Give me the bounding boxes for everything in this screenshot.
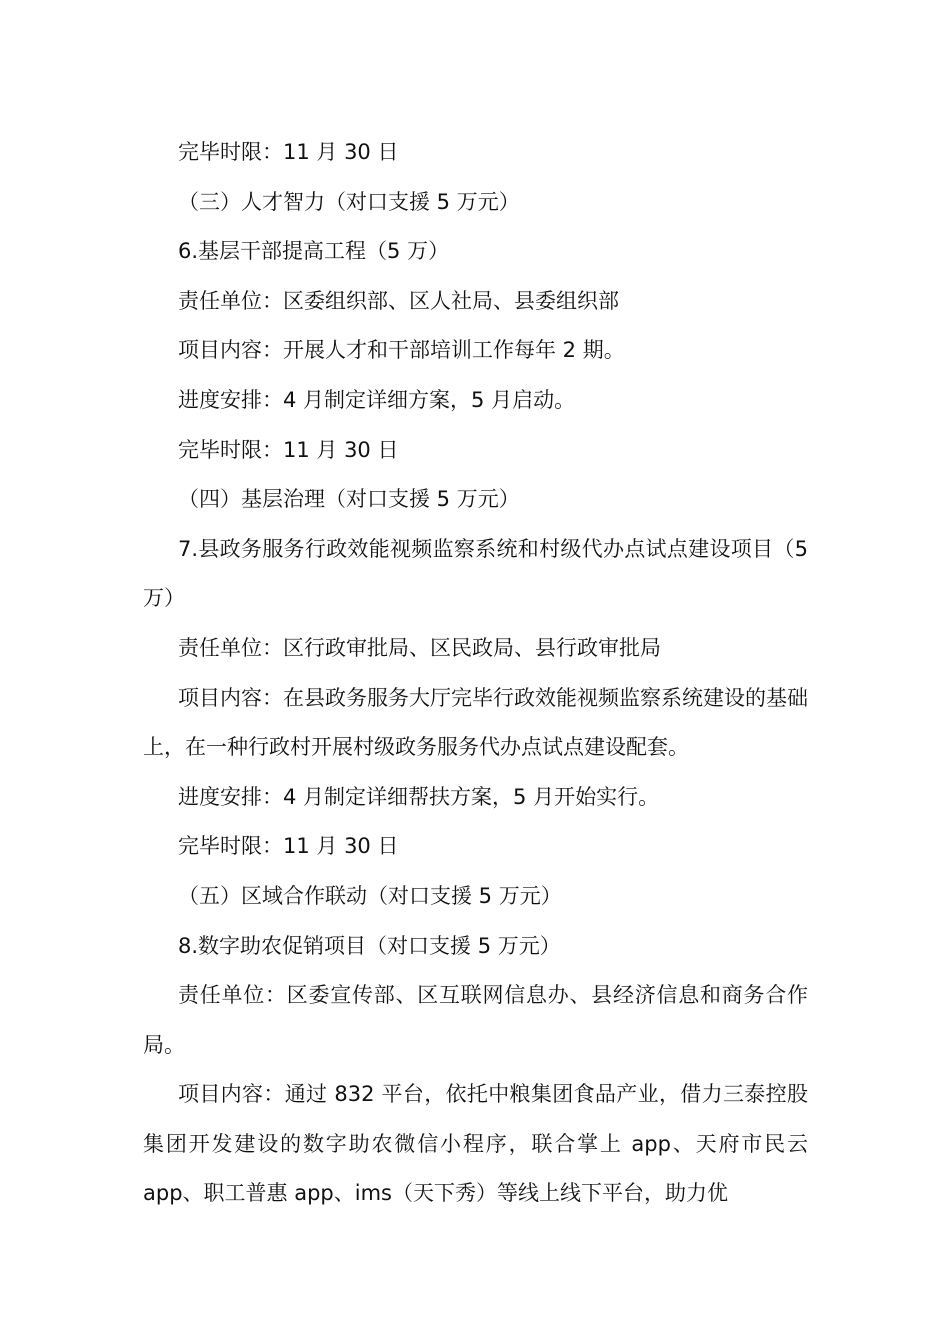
section-heading-talent: （三）人才智力（对口支援 5 万元） (178, 189, 520, 214)
document-body (143, 128, 808, 1219)
responsible-units: 责任单位：区委组织部、区人社局、县委组织部 (178, 288, 619, 313)
section-heading-governance: （四）基层治理（对口支援 5 万元） (178, 487, 520, 512)
item-heading-8: 8.数字助农促销项目（对口支援 5 万元） (178, 933, 561, 958)
schedule: 进度安排：4 月制定详细方案，5 月启动。 (178, 387, 576, 412)
completion-deadline: 完毕时限：11 月 30 日 (178, 140, 399, 164)
project-content: 项目内容：开展人才和干部培训工作每年 2 期。 (178, 338, 625, 363)
completion-deadline: 完毕时限：11 月 30 日 (178, 834, 399, 859)
item-heading-6: 6.基层干部提高工程（5 万） (178, 239, 450, 264)
schedule: 进度安排：4 月制定详细帮扶方案，5 月开始实行。 (178, 784, 660, 809)
responsible-units: 责任单位：区委宣传部、区互联网信息办、县经济信息和商务合作局。 (143, 983, 808, 1057)
completion-deadline: 完毕时限：11 月 30 日 (178, 437, 399, 462)
section-heading-cooperation: （五）区域合作联动（对口支援 5 万元） (178, 883, 562, 908)
project-content: 项目内容：在县政务服务大厅完毕行政效能视频监察系统建设的基础上，在一种行政村开展村级政务服务代办点试点建设配套。 (143, 685, 808, 760)
project-content: 项目内容：通过 832 平台，依托中粮集团食品产业，借力三泰控股集团开发建设的数字助农微信小程序，联合掌上 app、天府市民云 app、职工普惠 app、ims（天下秀）等线上线下平台，助力优 (143, 1082, 808, 1206)
responsible-units: 责任单位：区行政审批局、区民政局、县行政审批局 (178, 635, 661, 660)
item-heading-7: 7.县政务服务行政效能视频监察系统和村级代办点试点建设项目（5 万） (143, 536, 808, 611)
